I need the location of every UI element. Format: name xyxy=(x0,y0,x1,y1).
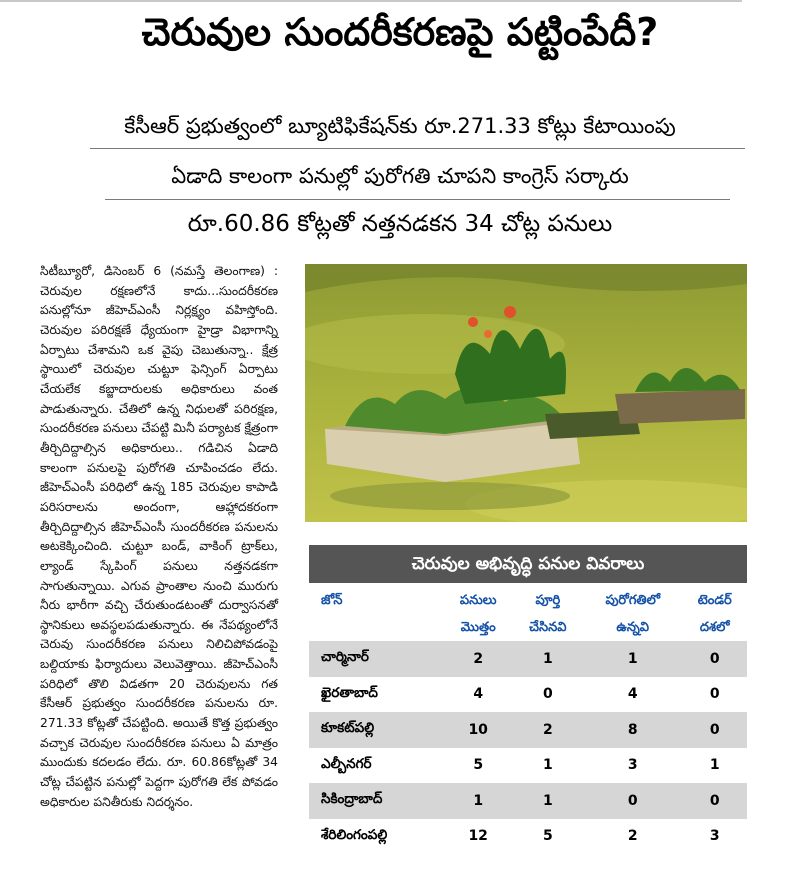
table-row xyxy=(309,819,747,855)
cell-tender: 0 xyxy=(709,650,720,667)
cell-in-progress: 1 xyxy=(627,650,638,667)
subheadline-1: కేసీఆర్ ప్రభుత్వంలో బ్యూటిఫికేషన్‌కు రూ.271.33 కోట్లు కేటాయింపు xyxy=(124,114,676,138)
subheadline-2: ఏడాది కాలంగా పనుల్లో పురోగతి చూపని కాంగ్రెస్ సర్కారు xyxy=(171,164,629,188)
table-row xyxy=(309,677,747,713)
headline: చెరువుల సుందరీకరణపై పట్టింపేదీ? xyxy=(141,10,659,54)
table-title: చెరువుల అభివృద్ధి పనుల వివరాలు xyxy=(309,545,747,583)
table-header-row xyxy=(309,583,747,641)
col-header-total-line1: పనులు xyxy=(459,593,497,608)
cell-completed: 1 xyxy=(542,650,553,667)
divider-1 xyxy=(90,148,745,149)
divider-2 xyxy=(105,199,730,200)
cell-total: 5 xyxy=(473,757,484,774)
cell-completed: 2 xyxy=(542,721,553,738)
cell-total: 1 xyxy=(473,792,484,809)
cell-completed: 0 xyxy=(542,686,553,703)
cell-in-progress: 3 xyxy=(627,757,638,774)
cell-zone: కూకట్‌పల్లి xyxy=(321,720,375,737)
col-header-tender xyxy=(682,583,747,641)
cell-in-progress: 8 xyxy=(627,721,638,738)
works-data-table xyxy=(309,583,747,854)
table-row xyxy=(309,748,747,784)
col-header-completed xyxy=(513,583,583,641)
col-header-zone-label: జోన్ xyxy=(321,593,343,608)
col-header-total xyxy=(444,583,513,641)
col-header-zone xyxy=(309,583,444,641)
cell-total: 4 xyxy=(473,686,484,703)
cell-tender: 0 xyxy=(709,792,720,809)
article-body: సిటీబ్యూరో, డిసెంబర్ 6 (నమస్తే తెలంగాణ) : చెరువుల రక్షణలోనే కాదు...సుందరీకరణ పనుల్లోనూ జీహెచ్‌ఎంసీ నిర్లక్ష్యం వహిస్తోంది. చెరువుల పరిరక్షణే ధ్యేయంగా హైడ్రా విభాగాన్ని ఏర్పాటు చేశామని ఒక వైపు చెబుతున్నా.. క్షేత్ర స్థాయిలో చెరువుల చుట్టూ ఫెన్సింగ్ ఏర్పాటు చేయలేక కబ్జాదారులకు అధికారులు వంత పాడుతున్నారు. చేతిలో ఉన్న నిధులతో పరిరక్షణ, సుందరీకరణ పనులు చేపట్టి మినీ పర్యాటక క్షేత్రంగా తీర్చిదిద్దాల్సిన అధికారులు.. గడిచిన ఏడాది కాలంగా పనులపై పురోగతి చూపించడం లేదు. జీహెచ్‌ఎంసీ పరిధిలో ఉన్న 185 చెరువుల కాపాడి పరిసరాలను అందంగా, ఆహ్లాదకరంగా తీర్చిదిద్దాల్సిన జీహెచ్‌ఎంసీ సుందరీకరణ పనులను అటకెక్కించింది. చుట్టూ బండ్, వాకింగ్ ట్రాక్‌లు, ల్యాండ్ స్కేపింగ్ పనులు నత్తనడకగా సాగుతున్నాయి. ఎగువ ప్రాంతాల నుంచి మురుగు నీరు భారీగా వచ్చి చేరుతుండటంతో దుర్వాసనతో స్థానికులు అవస్థలపడుతున్నారు. ఈ నేపథ్యంలోనే చెరువు సుందరీకరణ పనులు నిలిచిపోవడంపై బల్దియాకు ఫిర్యాదులు వెలువెత్తాయి. జీహెచ్‌ఎంసీ పరిధిలో తొలి విడతగా 20 చెరువులను గత కేసీఆర్ ప్రభుత్వం సుందరీకరణ పనులను రూ. 271.33 కోట్లతో చేపట్టింది. అయితే కొత్త ప్రభుత్వం వచ్చాక చెరువుల సుందరీకరణ పనులు ఏ మాత్రం ముందుకు కదలడం లేదు. రూ. 60.86కోట్లతో 34 చోట్ల చేపట్టిన పనుల్లో పెద్దగా పురోగతి లేక పోవడం అధికారుల పనితీరుకు నిదర్శనం. xyxy=(40,264,278,809)
cell-in-progress: 2 xyxy=(627,828,638,845)
cell-tender: 0 xyxy=(709,686,720,703)
cell-zone: ఎల్బీనగర్ xyxy=(321,755,372,772)
table-row xyxy=(309,783,747,819)
col-header-completed-line2: చేసినవి xyxy=(529,620,567,635)
col-header-in-progress-line2: ఉన్నవి xyxy=(616,620,650,635)
cell-total: 10 xyxy=(468,721,488,738)
col-header-in-progress xyxy=(583,583,682,641)
lake-works-table xyxy=(309,545,747,854)
cell-tender: 3 xyxy=(709,828,720,845)
col-header-tender-line2: దశలో xyxy=(699,620,730,635)
col-header-completed-line1: పూర్తి xyxy=(535,593,561,608)
subheadline-3: రూ.60.86 కోట్లతో నత్తనడకన 34 చోట్ల పనులు xyxy=(187,211,613,237)
cell-in-progress: 4 xyxy=(627,686,638,703)
cell-zone: సికింద్రాబాద్ xyxy=(321,791,383,808)
table-row xyxy=(309,641,747,677)
top-rule xyxy=(0,0,742,2)
cell-in-progress: 0 xyxy=(627,792,638,809)
cell-completed: 5 xyxy=(542,828,553,845)
col-header-total-line2: మొత్తం xyxy=(460,620,496,635)
cell-zone: శేరిలింగంపల్లి xyxy=(321,826,388,843)
cell-zone: ఖైరతాబాద్ xyxy=(321,684,378,701)
lake-photo xyxy=(305,264,747,522)
cell-tender: 0 xyxy=(709,721,720,738)
cell-tender: 1 xyxy=(709,757,720,774)
col-header-tender-line1: టెండర్ xyxy=(697,593,732,608)
cell-completed: 1 xyxy=(542,792,553,809)
cell-zone: చార్మినార్ xyxy=(321,649,369,666)
cell-total: 2 xyxy=(473,650,484,667)
floating-garden-illustration xyxy=(305,264,747,522)
cell-completed: 1 xyxy=(542,757,553,774)
col-header-in-progress-line1: పురోగతిలో xyxy=(605,593,660,608)
cell-total: 12 xyxy=(468,828,488,845)
table-row xyxy=(309,712,747,748)
